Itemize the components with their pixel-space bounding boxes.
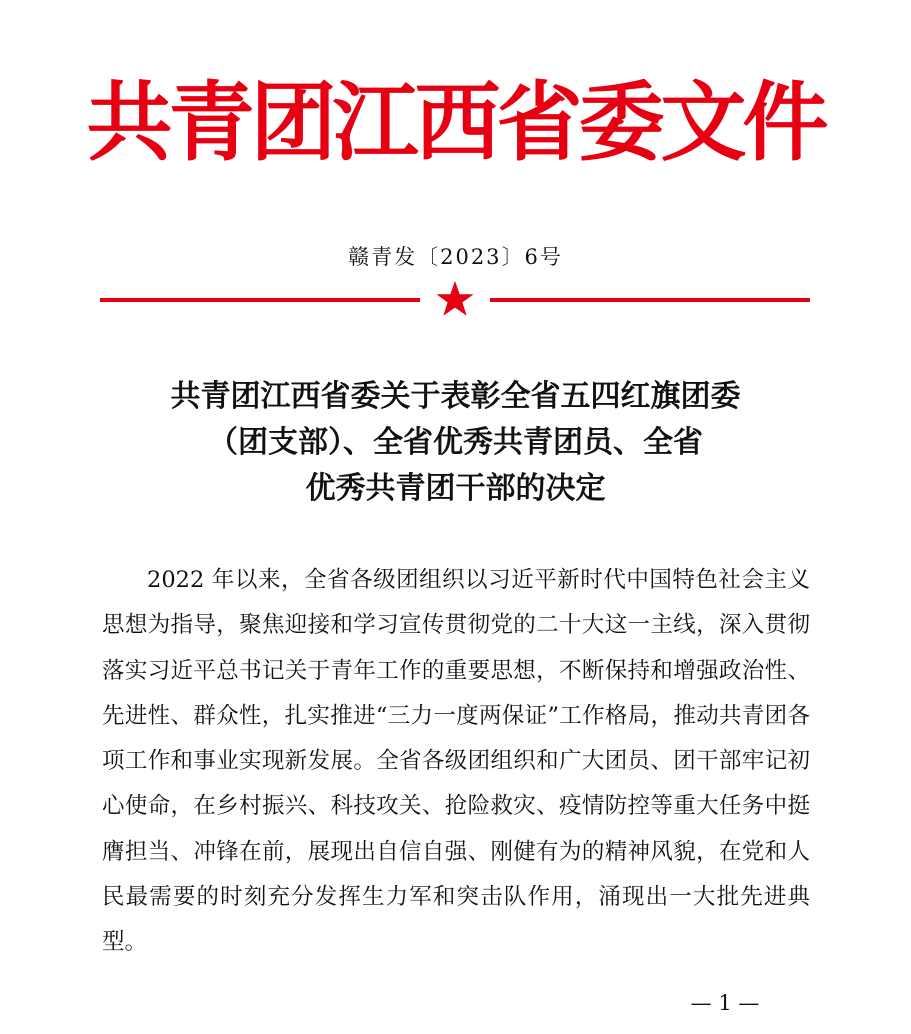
document-title xyxy=(60,374,851,512)
divider-rule-left xyxy=(100,298,420,302)
red-star-icon xyxy=(433,278,477,322)
document-body xyxy=(102,558,810,966)
divider-rule-right xyxy=(490,298,810,302)
document-number: 赣青发〔2023〕6号 xyxy=(348,245,563,269)
page-number: — 1 — xyxy=(690,991,760,1015)
title-line: （团支部）、全省优秀共青团员、全省 xyxy=(208,425,703,460)
title-line: 优秀共青团干部的决定 xyxy=(305,471,606,506)
title-line: 共青团江西省委关于表彰全省五四红旗团委 xyxy=(170,379,741,414)
body-paragraph: 2022 年以来，全省各级团组织以习近平新时代中国特色社会主义思想为指导，聚焦迎接和学习宣传贯彻党的二十大这一主线，深入贯彻落实习近平总书记关于青年工作的重要思想，不断保持和增强政治性、先进性、群众性，扎实推进“三力一度两保证”工作格局，推动共青团各项工作和事业实现新发展。全省各级团组织和广大团员、团干部牢记初心使命，在乡村振兴、科技攻关、抢险救灾、疫情防控等重大任务中挺膺担当、冲锋在前，展现出自信自强、刚健有为的精神风貌，在党和人民最需要的时刻充分发挥生力军和突击队作用，涌现出一大批先进典型。 xyxy=(102,567,810,956)
red-divider xyxy=(100,278,810,322)
document-masthead: 共青团江西省委文件 xyxy=(86,72,825,173)
